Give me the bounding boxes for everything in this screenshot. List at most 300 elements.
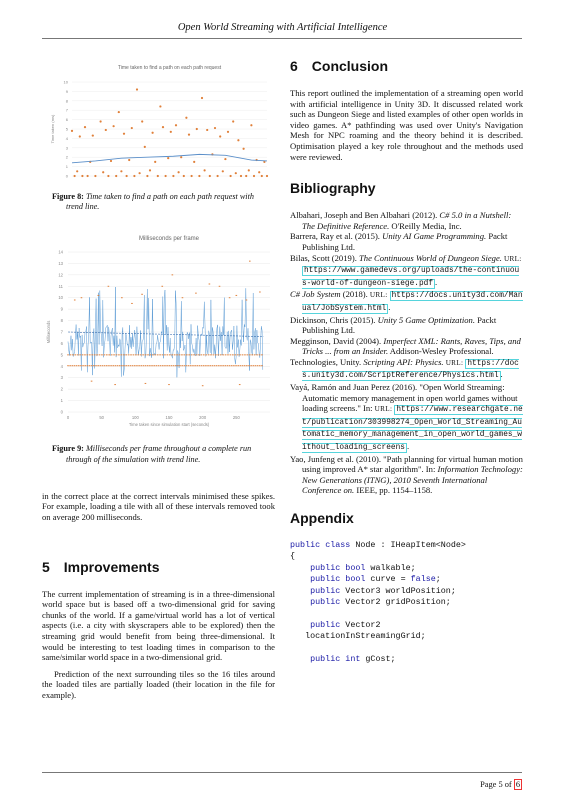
data-point	[249, 355, 251, 356]
y-tick-label: 2	[60, 387, 63, 393]
data-point	[180, 156, 182, 158]
data-point	[212, 366, 214, 367]
data-point	[196, 128, 198, 130]
data-point	[77, 355, 79, 356]
data-point	[253, 175, 255, 177]
data-point	[152, 355, 154, 356]
data-point	[254, 355, 256, 356]
data-point	[108, 355, 110, 356]
data-point	[149, 366, 151, 367]
data-point	[259, 292, 261, 293]
data-point	[235, 172, 237, 174]
code-line: {	[290, 551, 296, 562]
data-point	[106, 355, 108, 356]
data-point	[198, 355, 200, 356]
data-point	[261, 366, 263, 367]
y-tick-label: 10	[58, 295, 63, 301]
data-point	[164, 355, 166, 356]
left-column	[42, 58, 275, 701]
data-point	[160, 366, 162, 367]
data-point	[251, 355, 253, 356]
data-point	[261, 355, 263, 356]
figure-8-caption	[52, 192, 267, 212]
data-point	[154, 161, 156, 163]
chart-title: Milliseconds per frame	[138, 236, 200, 243]
y-tick-label: 10	[63, 79, 68, 85]
data-point	[80, 366, 82, 367]
data-point	[231, 366, 233, 367]
data-point	[242, 355, 244, 356]
data-point	[69, 366, 71, 367]
data-point	[247, 355, 249, 356]
data-point	[227, 131, 229, 133]
data-point	[159, 105, 161, 107]
section-5-heading	[42, 559, 275, 575]
figure-8-caption-text: Time taken to find a path on each path request with trend line.	[66, 192, 254, 212]
data-point	[74, 300, 76, 301]
code-line: locationInStreamingGrid;	[290, 631, 426, 642]
data-point	[207, 366, 209, 367]
data-point	[93, 366, 95, 367]
footer-rule	[42, 772, 522, 773]
bibliography-entry: Dickinson, Chris (2015). Unity 5 Game Optimization. Packt Publishing Ltd.	[290, 314, 497, 336]
data-point	[258, 171, 260, 173]
data-point	[259, 355, 261, 356]
data-point	[203, 366, 205, 367]
data-point	[67, 366, 69, 367]
data-point	[130, 355, 132, 356]
data-point	[132, 366, 134, 367]
y-tick-label: 12	[58, 272, 63, 278]
data-point	[227, 366, 229, 367]
code-line: public Vector3 worldPosition;	[310, 585, 456, 596]
data-point	[145, 366, 147, 367]
data-point	[173, 366, 175, 367]
figure-9	[42, 230, 275, 464]
data-point	[113, 355, 115, 356]
y-axis-label: Time taken (ms)	[50, 114, 55, 144]
data-point	[177, 366, 179, 367]
data-point	[225, 355, 227, 356]
data-point	[186, 366, 188, 367]
data-point	[259, 366, 261, 367]
y-tick-label: 2	[65, 154, 68, 160]
data-point	[79, 355, 81, 356]
data-point	[196, 355, 198, 356]
data-point	[203, 355, 205, 356]
data-point	[79, 135, 81, 137]
x-tick-label: 250	[232, 415, 240, 421]
data-point	[130, 366, 132, 367]
data-point	[118, 355, 120, 356]
data-point	[165, 175, 167, 177]
x-tick-label: 0	[66, 415, 70, 421]
data-point	[118, 111, 120, 113]
data-point	[237, 139, 239, 141]
data-point	[108, 286, 110, 287]
data-point	[246, 366, 248, 367]
data-point	[100, 366, 102, 367]
figure-9-label: Figure 9:	[52, 444, 84, 454]
data-point	[217, 175, 219, 177]
y-tick-label: 11	[58, 284, 63, 290]
data-point	[239, 384, 241, 385]
data-point	[215, 355, 217, 356]
data-point	[137, 355, 139, 356]
data-point	[250, 124, 252, 126]
y-tick-label: 5	[65, 126, 68, 132]
data-point	[89, 355, 91, 356]
section-6-paragraph: This report outlined the implementation of a streaming open world with artificial intelligence in Unity 3D. It discussed related work such as Dungeon Siege and listed examples of other open worlds in video games. A* pathfinding was used over Unity's Navigation Mesh for NPC roaming and the theory behind it is described. Optimisation played a key role throughout and the methods used were reviewed.	[290, 88, 523, 162]
data-point	[222, 170, 224, 172]
data-point	[192, 366, 194, 367]
data-point	[121, 366, 123, 367]
data-point	[150, 355, 152, 356]
data-point	[113, 125, 115, 127]
y-tick-label: 8	[60, 318, 63, 324]
data-point	[253, 366, 255, 367]
data-point	[232, 120, 234, 122]
data-point	[115, 366, 117, 367]
data-point	[168, 384, 170, 385]
data-point	[194, 366, 196, 367]
data-point	[91, 381, 93, 382]
reference-url-link[interactable]: https://docs.unity3d.com/ScriptReference/Physics.html	[302, 359, 519, 381]
data-point	[119, 366, 121, 367]
data-point	[101, 355, 103, 356]
data-point	[210, 355, 212, 356]
data-point	[246, 300, 248, 301]
data-point	[131, 303, 133, 304]
data-point	[84, 126, 86, 128]
x-tick-label: 200	[199, 415, 207, 421]
data-point	[151, 366, 153, 367]
data-point	[244, 366, 246, 367]
data-point	[175, 366, 177, 367]
data-point	[249, 261, 251, 262]
data-point	[81, 298, 83, 299]
data-point	[222, 366, 224, 367]
y-axis-label: Milliseconds	[46, 321, 51, 344]
data-point	[140, 355, 142, 356]
y-tick-label: 0	[60, 409, 63, 415]
data-point	[167, 355, 169, 356]
data-point	[96, 355, 98, 356]
bibliography-entry: Yao, Junfeng et al. (2010). "Path planning for virtual human motion using improved A* star algorithm". In: Information Technology: New Generations (ITNG), 2010 Seventh International Conference on. IEEE, pp. 1154–1158.	[290, 453, 523, 496]
data-point	[76, 366, 78, 367]
data-point	[171, 355, 173, 356]
data-point	[179, 355, 181, 356]
bibliography-entry: Barrera, Ray et al. (2015). Unity AI Game Programming. Packt Publishing Ltd.	[290, 231, 508, 252]
data-point	[208, 355, 210, 356]
data-point	[188, 355, 190, 356]
y-tick-label: 9	[65, 88, 68, 94]
data-point	[216, 366, 218, 367]
appendix-code-block	[290, 540, 523, 665]
data-point	[72, 355, 74, 356]
data-point	[128, 355, 130, 356]
data-point	[178, 171, 180, 173]
data-point	[91, 366, 93, 367]
x-tick-label: 50	[99, 415, 105, 421]
reference-url-link[interactable]: https://www.gamedevs.org/uploads/the-continuous-world-of-dungeon-siege.pdf	[302, 267, 520, 288]
data-point	[134, 366, 136, 367]
data-point	[91, 355, 93, 356]
data-point	[236, 295, 238, 296]
code-line: public int gCost;	[310, 654, 396, 665]
data-point	[105, 129, 107, 131]
data-point	[191, 175, 193, 177]
data-point	[157, 175, 159, 177]
section-5-title: Improvements	[63, 558, 160, 575]
y-tick-label: 5	[60, 352, 63, 358]
figure-9-caption-text: Milliseconds per frame throughout a complete run through of the simulation with trend line.	[66, 444, 252, 464]
data-point	[237, 366, 239, 367]
data-point	[82, 355, 84, 356]
data-point	[95, 366, 97, 367]
data-point	[92, 134, 94, 136]
code-line	[290, 608, 523, 619]
data-point	[135, 355, 137, 356]
data-point	[257, 366, 259, 367]
figure-8-label: Figure 8:	[52, 192, 84, 201]
data-point	[131, 127, 133, 129]
data-point	[220, 355, 222, 356]
data-point	[140, 366, 142, 367]
data-point	[94, 355, 96, 356]
data-point	[159, 355, 161, 356]
data-point	[112, 366, 114, 367]
data-point	[218, 366, 220, 367]
data-point	[162, 355, 164, 356]
data-point	[170, 131, 172, 133]
data-point	[147, 355, 149, 356]
code-line: public class Node : IHeapItem<Node>	[290, 540, 466, 550]
data-point	[229, 366, 231, 367]
data-point	[168, 366, 170, 367]
data-point	[229, 298, 231, 299]
page-number-text: Page 5 of	[480, 780, 514, 789]
data-point	[202, 386, 204, 387]
y-tick-label: 13	[58, 261, 63, 267]
data-point	[185, 117, 187, 119]
data-point	[196, 366, 198, 367]
data-point	[256, 355, 258, 356]
x-tick-label: 100	[131, 415, 139, 421]
data-point	[233, 366, 235, 367]
data-point	[219, 135, 221, 137]
total-pages-link[interactable]: 6	[515, 780, 520, 789]
data-point	[154, 355, 156, 356]
data-point	[123, 133, 125, 135]
data-point	[248, 169, 250, 171]
data-point	[141, 294, 143, 295]
data-point	[121, 298, 123, 299]
data-point	[89, 366, 91, 367]
reference-url-link[interactable]: https://docs.unity3d.com/Manual/JobSystem.html	[302, 292, 523, 313]
data-point	[110, 366, 112, 367]
data-point	[248, 366, 250, 367]
data-point	[145, 383, 147, 384]
data-point	[240, 175, 242, 177]
data-point	[201, 355, 203, 356]
data-point	[186, 355, 188, 356]
data-point	[114, 384, 116, 385]
data-point	[219, 286, 221, 287]
data-point	[110, 160, 112, 162]
appendix-heading: Appendix	[290, 510, 354, 526]
data-point	[123, 355, 125, 356]
running-header: Open World Streaming with Artificial Intelligence	[177, 22, 388, 33]
section-5-number: 5	[42, 558, 50, 575]
y-tick-label: 4	[65, 135, 68, 141]
data-point	[206, 129, 208, 131]
chart-title: Time taken to find a path on each path request	[117, 65, 222, 71]
bibliography-entry: Bilas, Scott (2019). The Continuous World of Dungeon Siege. URL: https://www.gamedevs.org/uploads/the-continuous-world-of-dungeon-siege.pdf .	[290, 252, 522, 288]
y-tick-label: 3	[60, 375, 63, 381]
data-point	[245, 175, 247, 177]
data-point	[243, 148, 245, 150]
data-point	[123, 366, 125, 367]
code-line: public Vector2	[310, 619, 381, 630]
data-point	[213, 355, 215, 356]
data-point	[102, 366, 104, 367]
data-point	[172, 175, 174, 177]
code-line	[290, 643, 523, 654]
data-point	[144, 146, 146, 148]
data-point	[98, 295, 100, 296]
data-point	[182, 298, 184, 299]
data-point	[217, 355, 219, 356]
data-point	[106, 366, 108, 367]
data-point	[235, 366, 237, 367]
data-point	[125, 355, 127, 356]
data-point	[81, 175, 83, 177]
bibliography-list	[290, 210, 523, 496]
data-point	[87, 355, 89, 356]
data-point	[84, 366, 86, 367]
data-point	[199, 366, 201, 367]
data-point	[230, 355, 232, 356]
figure-9-chart	[42, 230, 275, 440]
data-point	[164, 366, 166, 367]
data-point	[242, 366, 244, 367]
data-point	[214, 366, 216, 367]
data-point	[205, 366, 207, 367]
data-point	[255, 366, 257, 367]
data-point	[205, 355, 207, 356]
data-point	[125, 366, 127, 367]
data-point	[261, 175, 263, 177]
data-point	[117, 366, 119, 367]
data-point	[181, 366, 183, 367]
data-point	[87, 175, 89, 177]
data-point	[244, 355, 246, 356]
data-point	[224, 366, 226, 367]
data-point	[74, 175, 76, 177]
data-point	[136, 88, 138, 90]
y-tick-label: 9	[60, 307, 63, 313]
section-6-heading	[290, 58, 523, 74]
data-point	[232, 355, 234, 356]
data-point	[239, 355, 241, 356]
data-point	[162, 126, 164, 128]
data-point	[141, 120, 143, 122]
data-point	[227, 355, 229, 356]
data-point	[201, 97, 203, 99]
right-column	[290, 58, 523, 665]
data-point	[138, 366, 140, 367]
data-point	[209, 366, 211, 367]
y-tick-label: 6	[60, 341, 63, 347]
data-point	[74, 355, 76, 356]
data-point	[82, 366, 84, 367]
data-point	[209, 175, 211, 177]
data-point	[145, 355, 147, 356]
data-point	[224, 158, 226, 160]
data-point	[188, 134, 190, 136]
data-point	[230, 175, 232, 177]
section-6-title: Conclusion	[311, 58, 389, 74]
data-point	[222, 355, 224, 356]
data-point	[237, 355, 239, 356]
data-point	[115, 175, 117, 177]
x-tick-label: 150	[165, 415, 173, 421]
data-point	[171, 366, 173, 367]
data-point	[152, 132, 154, 134]
code-line: public Vector2 gridPosition;	[310, 597, 451, 608]
data-point	[121, 355, 123, 356]
reference-url-link[interactable]: https://www.researchgate.net/publication/303998274_Open_World_Streaming_Automatic_memory_management_in_open_world_games_without_loading_screens	[302, 406, 523, 453]
data-point	[204, 169, 206, 171]
bibliography-entry: Vayá, Ramón and Juan Perez (2016). "Open World Streaming: Automatic memory management in open world games without loading screens." In: URL: https://www.researchgate.net/publication/303998274_Open_World_Streaming_Automatic_memory_management_in_open_world_games_without_loading_screens .	[290, 382, 523, 453]
data-point	[195, 293, 197, 294]
figure-8	[42, 58, 275, 212]
figure-9-caption	[52, 444, 267, 464]
data-point	[184, 355, 186, 356]
y-tick-label: 0	[65, 173, 68, 179]
data-point	[175, 124, 177, 126]
data-point	[139, 172, 141, 174]
figure-8-chart	[42, 58, 275, 188]
data-point	[146, 175, 148, 177]
data-point	[266, 175, 268, 177]
data-point	[183, 175, 185, 177]
y-tick-label: 1	[65, 164, 68, 170]
data-point	[108, 366, 110, 367]
bibliography-entry: C# Job System (2018). URL: https://docs.unity3d.com/Manual/JobSystem.html .	[290, 289, 523, 313]
page-footer	[480, 780, 522, 789]
data-point	[179, 366, 181, 367]
data-point	[136, 366, 138, 367]
data-point	[70, 355, 72, 356]
section-5-paragraph-2: Prediction of the next surrounding tiles so the 16 tiles around the loaded tiles are partially loaded (their location in the file for example).	[42, 668, 275, 700]
data-point	[181, 355, 183, 356]
data-point	[191, 355, 193, 356]
data-point	[78, 366, 80, 367]
data-point	[240, 366, 242, 367]
data-point	[193, 161, 195, 163]
y-tick-label: 1	[60, 398, 63, 404]
bibliography-entry: Technologies, Unity. Scripting API: Physics. URL: https://docs.unity3d.com/ScriptReference/Physics.html .	[290, 356, 519, 381]
header-rule	[42, 38, 522, 39]
data-point	[161, 286, 163, 287]
bibliography-heading: Bibliography	[290, 180, 376, 197]
data-point	[76, 170, 78, 172]
data-point	[104, 366, 106, 367]
data-point	[209, 284, 211, 285]
data-point	[133, 175, 135, 177]
